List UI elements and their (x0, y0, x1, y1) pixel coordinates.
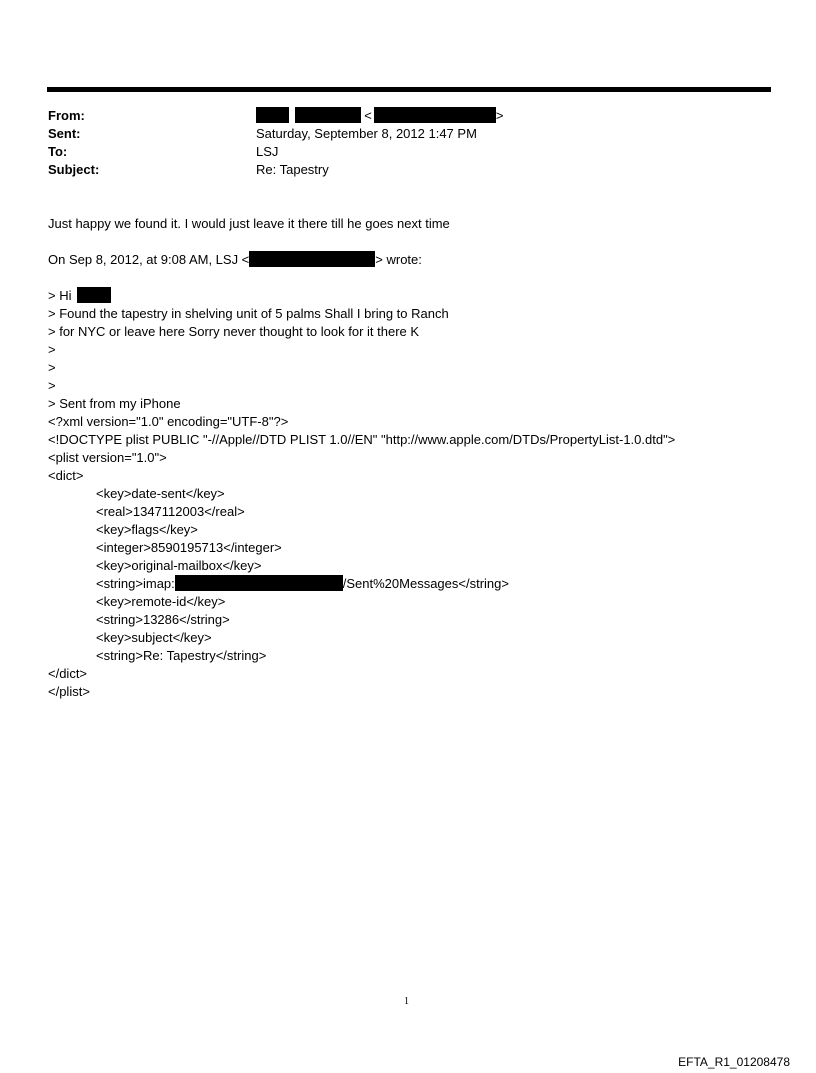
document-id: EFTA_R1_01208478 (678, 1055, 790, 1069)
plist-key: <key>subject</key> (96, 630, 212, 645)
quoted-line: > (48, 360, 56, 375)
redaction-box (77, 287, 111, 303)
from-lt: < (364, 108, 372, 123)
mailbox-prefix: <string>imap: (96, 576, 175, 591)
plist-value: <real>1347112003</real> (96, 504, 245, 519)
redaction-box (295, 107, 361, 123)
quote-intro-suffix: > wrote: (375, 252, 422, 267)
plist-close: </plist> (48, 684, 90, 699)
subject-label: Subject: (48, 162, 100, 177)
dict-close: </dict> (48, 666, 88, 681)
plist-value-mailbox (96, 575, 509, 593)
redaction-box (256, 107, 289, 123)
page-number: 1 (404, 996, 409, 1007)
reply-text: Just happy we found it. I would just leave it there till he goes next time (48, 216, 450, 231)
redaction-box (175, 575, 343, 591)
plist-value: <string>13286</string> (96, 612, 230, 627)
sent-label: Sent: (48, 126, 81, 141)
quoted-line: > (48, 378, 56, 393)
redaction-box (249, 251, 375, 267)
subject-value: Re: Tapestry (256, 162, 329, 177)
plist-xml-decl: <?xml version="1.0" encoding="UTF-8"?> (48, 414, 289, 429)
quoted-line: > (48, 342, 56, 357)
plist-key: <key>date-sent</key> (96, 486, 225, 501)
plist-key: <key>original-mailbox</key> (96, 558, 262, 573)
dict-open: <dict> (48, 468, 84, 483)
to-label: To: (48, 144, 68, 159)
plist-key: <key>flags</key> (96, 522, 198, 537)
quote-intro-prefix: On Sep 8, 2012, at 9:08 AM, LSJ < (48, 252, 250, 267)
quoted-sent-from: > Sent from my iPhone (48, 396, 181, 411)
header-rule (47, 87, 771, 92)
plist-open: <plist version="1.0"> (48, 450, 167, 465)
quote-intro (48, 251, 422, 269)
redaction-box (374, 107, 496, 123)
quoted-hi (48, 287, 111, 305)
plist-doctype: <!DOCTYPE plist PUBLIC "-//Apple//DTD PLIST 1.0//EN" "http://www.apple.com/DTDs/PropertyList-1.0.dtd"> (48, 432, 676, 447)
plist-value: <string>Re: Tapestry</string> (96, 648, 267, 663)
quoted-line: > Found the tapestry in shelving unit of 5 palms Shall I bring to Ranch (48, 306, 449, 321)
from-value (256, 107, 503, 125)
sent-value: Saturday, September 8, 2012 1:47 PM (256, 126, 477, 141)
from-gt: > (495, 108, 504, 123)
plist-value: <integer>8590195713</integer> (96, 540, 282, 555)
quoted-line: > for NYC or leave here Sorry never thought to look for it there K (48, 324, 420, 339)
to-value: LSJ (256, 144, 279, 159)
quoted-hi-text: > Hi (48, 288, 72, 303)
plist-key: <key>remote-id</key> (96, 594, 226, 609)
mailbox-suffix: /Sent%20Messages</string> (342, 576, 509, 591)
from-label: From: (48, 108, 85, 123)
